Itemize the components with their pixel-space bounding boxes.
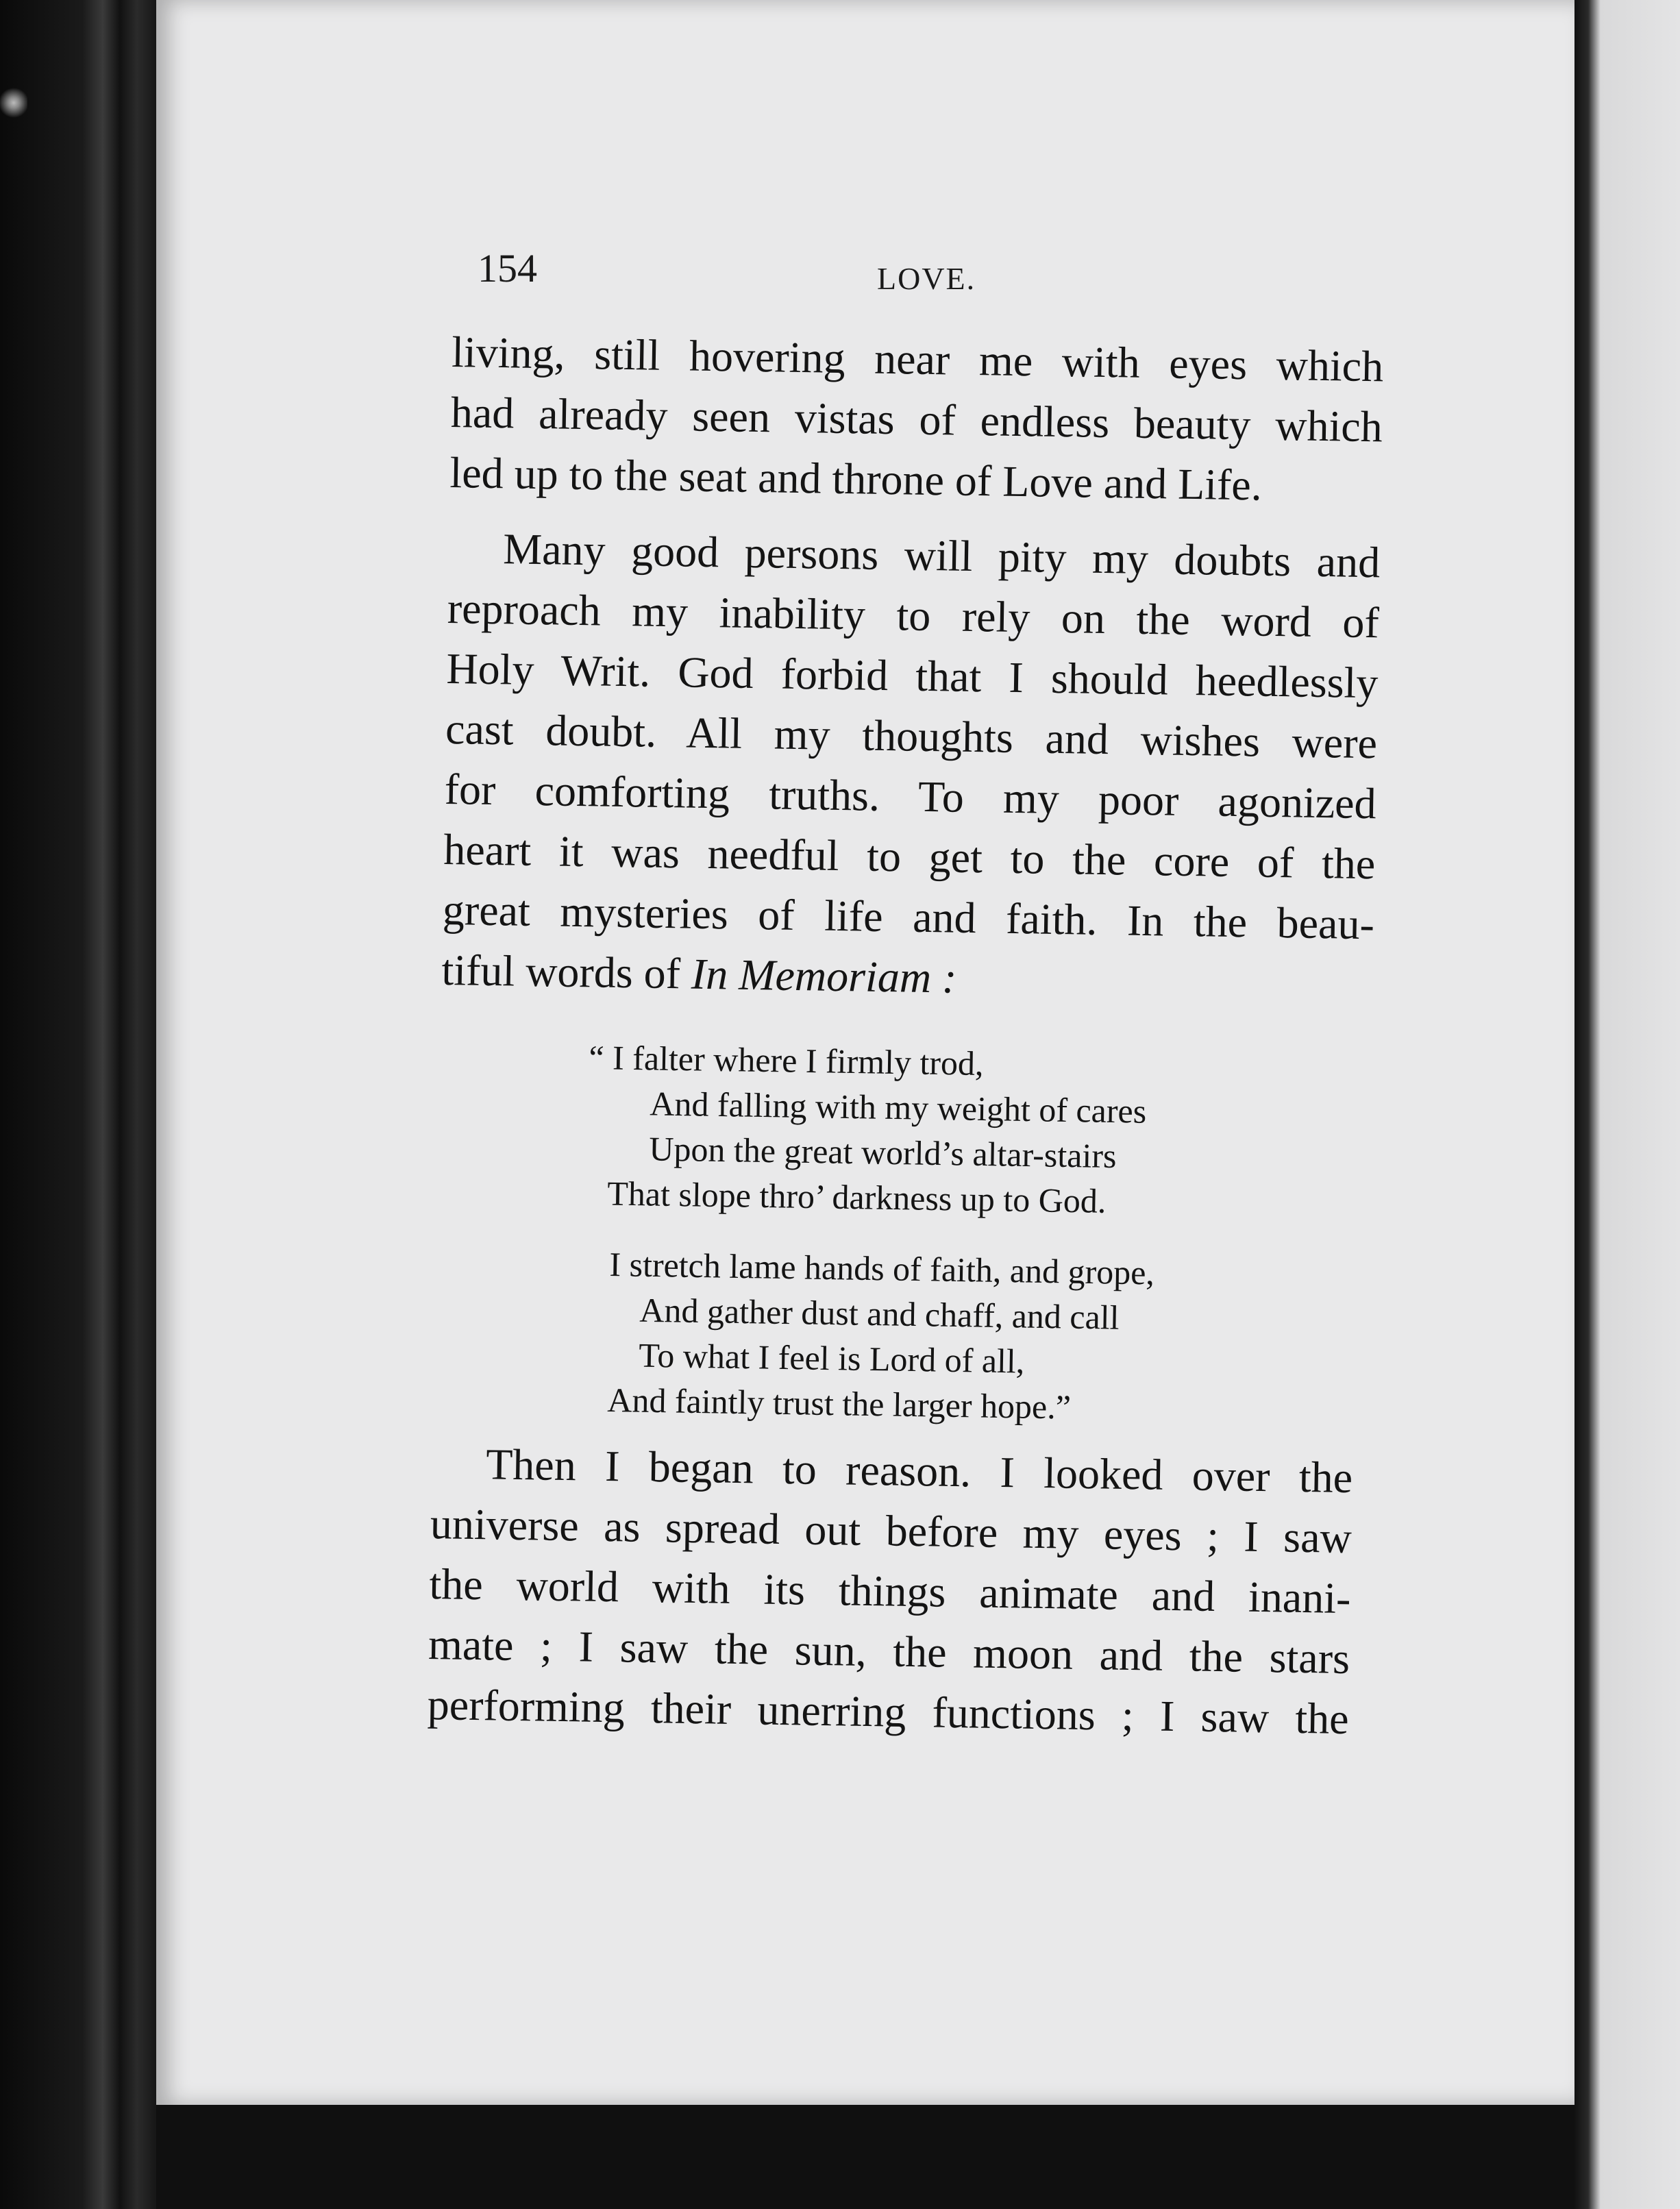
text-line: performing their unerring functions ; I saw the [427,1679,1350,1744]
poem-line: And falling with my weight of cares [649,1084,1147,1131]
text-line: great mysteries of life and faith. In the beau- [442,885,1375,949]
text-line: led up to the seat and throne of Love and Life. [449,447,1263,510]
paragraph-3 [427,1433,1353,1749]
poem-line: Upon the great world’s altar-stairs [648,1129,1117,1176]
text-line: mate ; I saw the sun, the moon and the stars [428,1619,1350,1683]
text-line: heart it was needful to get to the core of the [443,824,1376,889]
paragraph-2 [441,518,1381,1015]
poem-stanza-2 [607,1242,1155,1431]
text-line: Many good persons will pity my doubts and [502,524,1381,587]
text-line: universe as spread out before my eyes ; I saw [430,1498,1352,1563]
poem-line: And gather dust and chaff, and call [639,1290,1120,1337]
text-line: Holy Writ. God forbid that I should heedlessly [445,643,1379,708]
poem-line: That slope thro’ darkness up to God. [606,1174,1107,1220]
text-fragment: tiful words of [441,945,692,998]
text-line: had already seen vistas of endless beauty which [450,387,1383,452]
text-line: for comforting truths. To my poor agonized [444,764,1377,828]
poem-line: I stretch lame hands of faith, and grope, [609,1244,1155,1292]
text-line: reproach my inability to rely on the word of [447,583,1380,647]
poem-stanza-1 [586,1035,1148,1224]
page-number: 154 [478,246,537,291]
running-head: LOVE. [877,261,976,296]
paragraph-1 [449,322,1384,517]
text-line: Then I began to reason. I looked over the [485,1440,1353,1503]
poem-line: To what I feel is Lord of all, [638,1335,1025,1381]
facing-page-edge [1574,0,1680,2209]
text-line: living, still hovering near me with eyes which [451,327,1384,391]
bottom-shadow [156,2105,1574,2209]
poem-title: In Memoriam : [691,949,957,1002]
text-line: cast doubt. All my thoughts and wishes were [445,704,1378,768]
edge-blemish [0,62,27,144]
poem-line: “ I falter where I firmly trod, [589,1037,984,1083]
text-line: the world with its things animate and inani- [428,1559,1351,1623]
poem-line: And faintly trust the larger hope.” [606,1380,1072,1427]
